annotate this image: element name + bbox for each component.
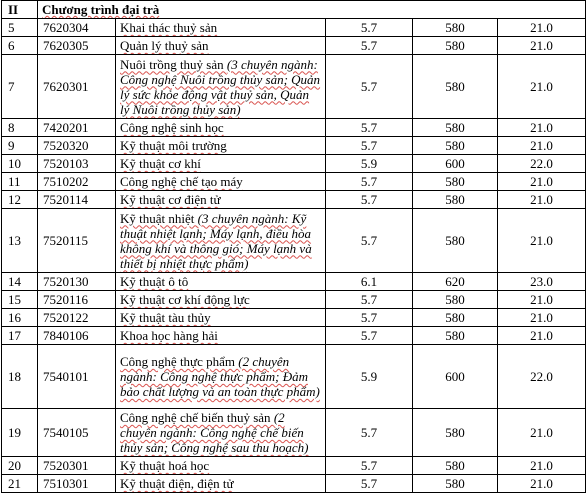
- row-index: 21: [2, 475, 38, 493]
- score-a: 5.9: [326, 345, 413, 409]
- table-row: [2, 137, 586, 155]
- row-index: 16: [2, 309, 38, 327]
- score-c: 22.0: [498, 345, 586, 409]
- score-c: 21.0: [498, 191, 586, 209]
- score-b: 580: [413, 475, 498, 493]
- score-a: 6.1: [326, 273, 413, 291]
- table-row: [2, 37, 586, 55]
- row-index: 13: [2, 209, 38, 273]
- major-specializations: (2 chuyên ngành: Công nghệ chế biến thủy sản; Công nghệ sau thu hoạch): [120, 410, 309, 455]
- major-code: 7520116: [38, 291, 116, 309]
- score-b: 580: [413, 173, 498, 191]
- score-a: 5.7: [326, 327, 413, 345]
- score-b: 580: [413, 137, 498, 155]
- major-code: 7520130: [38, 273, 116, 291]
- major-name-cell: [116, 475, 326, 493]
- admission-score-table: [1, 0, 586, 493]
- score-a: 5.7: [326, 191, 413, 209]
- major-code: 7420201: [38, 119, 116, 137]
- major-name-cell: [116, 173, 326, 191]
- table-row: [2, 273, 586, 291]
- major-name: Kỹ thuật tàu thủy: [120, 310, 211, 325]
- table-row: [2, 291, 586, 309]
- score-a: 5.7: [326, 37, 413, 55]
- row-index: 19: [2, 409, 38, 457]
- major-code: 7620305: [38, 37, 116, 55]
- table-row: [2, 457, 586, 475]
- major-specializations: (2 chuyên ngành: Công nghệ thực phẩm; Đảm bảo chất lượng và an toàn thực phẩm): [120, 354, 320, 399]
- major-code: 7520103: [38, 155, 116, 173]
- row-index: 17: [2, 327, 38, 345]
- major-name-cell: [116, 137, 326, 155]
- major-code: 7540101: [38, 345, 116, 409]
- score-c: 21.0: [498, 291, 586, 309]
- score-c: 21.0: [498, 209, 586, 273]
- major-name: Khai thác thuỷ sản: [120, 20, 218, 35]
- score-b: 580: [413, 209, 498, 273]
- row-index: 6: [2, 37, 38, 55]
- major-name-cell: [116, 291, 326, 309]
- major-name: Khoa học hàng hải: [120, 328, 218, 343]
- score-a: 5.7: [326, 55, 413, 119]
- score-b: 580: [413, 19, 498, 37]
- score-c: 21.0: [498, 309, 586, 327]
- score-b: 580: [413, 409, 498, 457]
- major-name-cell: [116, 327, 326, 345]
- table-row: [2, 209, 586, 273]
- score-b: 580: [413, 37, 498, 55]
- score-b: 600: [413, 345, 498, 409]
- score-b: 580: [413, 457, 498, 475]
- major-name-cell: [116, 457, 326, 475]
- major-name: Kỹ thuật ô tô: [120, 274, 189, 289]
- score-a: 5.7: [326, 409, 413, 457]
- table-row: [2, 327, 586, 345]
- major-name: Kỹ thuật điện, điện tử: [120, 476, 234, 491]
- major-name: Kỹ thuật nhiệt: [120, 210, 198, 226]
- score-c: 21.0: [498, 19, 586, 37]
- major-name-cell: [116, 209, 326, 273]
- row-index: 7: [2, 55, 38, 119]
- row-index: 8: [2, 119, 38, 137]
- score-b: 580: [413, 309, 498, 327]
- row-index: 12: [2, 191, 38, 209]
- major-name: Quản lý thuỷ sản: [120, 38, 209, 53]
- score-c: 21.0: [498, 173, 586, 191]
- major-name-cell: [116, 119, 326, 137]
- score-b: 580: [413, 55, 498, 119]
- major-code: 7520115: [38, 209, 116, 273]
- row-index: 15: [2, 291, 38, 309]
- row-index: 5: [2, 19, 38, 37]
- score-b: 580: [413, 119, 498, 137]
- major-name-cell: [116, 191, 326, 209]
- table-row: [2, 155, 586, 173]
- score-c: 21.0: [498, 55, 586, 119]
- major-name: Kỹ thuật hoá học: [120, 458, 210, 473]
- table-row: [2, 191, 586, 209]
- table-row: [2, 55, 586, 119]
- major-name: Kỹ thuật cơ điện tử: [120, 192, 221, 207]
- score-a: 5.7: [326, 209, 413, 273]
- major-name-cell: [116, 345, 326, 409]
- score-c: 21.0: [498, 37, 586, 55]
- score-a: 5.7: [326, 291, 413, 309]
- table-row: [2, 119, 586, 137]
- major-code: 7620301: [38, 55, 116, 119]
- score-a: 5.7: [326, 19, 413, 37]
- table-row: [2, 409, 586, 457]
- score-c: 23.0: [498, 273, 586, 291]
- major-specializations: (3 chuyên ngành: Kỹ thuật nhiệt lạnh; Máy lạnh, điều hòa không khí và thông gió; Máy lạnh và thiết bị nhiệt thực phẩm): [120, 210, 312, 271]
- score-a: 5.7: [326, 309, 413, 327]
- major-code: 7520320: [38, 137, 116, 155]
- score-c: 21.0: [498, 119, 586, 137]
- score-c: 22.0: [498, 155, 586, 173]
- major-name: Công nghệ chế biến thuỷ sản: [120, 410, 274, 425]
- major-name: Nuôi trồng thuỷ sản: [120, 56, 227, 72]
- score-b: 600: [413, 155, 498, 173]
- score-c: 21.0: [498, 327, 586, 345]
- score-a: 5.9: [326, 155, 413, 173]
- major-name: Công nghệ thực phẩm: [120, 354, 239, 369]
- row-index: 14: [2, 273, 38, 291]
- section-number: II: [2, 1, 38, 19]
- major-specializations: (3 chuyên ngành: Công nghệ Nuôi trồng thủy sản; Quản lý sức khỏe động vật thuỷ sản, Quản lý Nuôi trồng thủy sản): [120, 56, 321, 117]
- score-a: 5.7: [326, 457, 413, 475]
- major-code: 7540105: [38, 409, 116, 457]
- major-name: Kỹ thuật cơ khí động lực: [120, 292, 250, 307]
- major-name: Kỹ thuật cơ khí: [120, 156, 201, 171]
- major-name-cell: [116, 55, 326, 119]
- major-code: 7520301: [38, 457, 116, 475]
- row-index: 20: [2, 457, 38, 475]
- table-row: [2, 173, 586, 191]
- major-name-cell: [116, 37, 326, 55]
- major-code: 7520114: [38, 191, 116, 209]
- score-a: 5.7: [326, 137, 413, 155]
- major-code: 7620304: [38, 19, 116, 37]
- score-c: 21.0: [498, 475, 586, 493]
- score-b: 580: [413, 327, 498, 345]
- major-name-cell: [116, 309, 326, 327]
- row-index: 18: [2, 345, 38, 409]
- major-name: Kỹ thuật môi trường: [120, 138, 227, 153]
- major-name: Công nghệ chế tạo máy: [120, 174, 243, 189]
- score-a: 5.7: [326, 475, 413, 493]
- major-code: 7510202: [38, 173, 116, 191]
- major-code: 7510301: [38, 475, 116, 493]
- row-index: 10: [2, 155, 38, 173]
- table-row: [2, 475, 586, 493]
- score-b: 580: [413, 291, 498, 309]
- score-a: 5.7: [326, 173, 413, 191]
- table-row: [2, 309, 586, 327]
- major-name: Công nghệ sinh học: [120, 120, 224, 135]
- score-b: 620: [413, 273, 498, 291]
- score-c: 21.0: [498, 137, 586, 155]
- major-code: 7840106: [38, 327, 116, 345]
- major-code: 7520122: [38, 309, 116, 327]
- score-c: 21.0: [498, 457, 586, 475]
- table-row: [2, 19, 586, 37]
- section-header-row: [2, 1, 586, 19]
- major-name-cell: [116, 155, 326, 173]
- row-index: 9: [2, 137, 38, 155]
- score-b: 580: [413, 191, 498, 209]
- score-a: 5.7: [326, 119, 413, 137]
- table-row: [2, 345, 586, 409]
- row-index: 11: [2, 173, 38, 191]
- major-name-cell: [116, 19, 326, 37]
- section-title: Chương trình đại trà: [38, 1, 586, 19]
- major-name-cell: [116, 273, 326, 291]
- score-c: 21.0: [498, 409, 586, 457]
- major-name-cell: [116, 409, 326, 457]
